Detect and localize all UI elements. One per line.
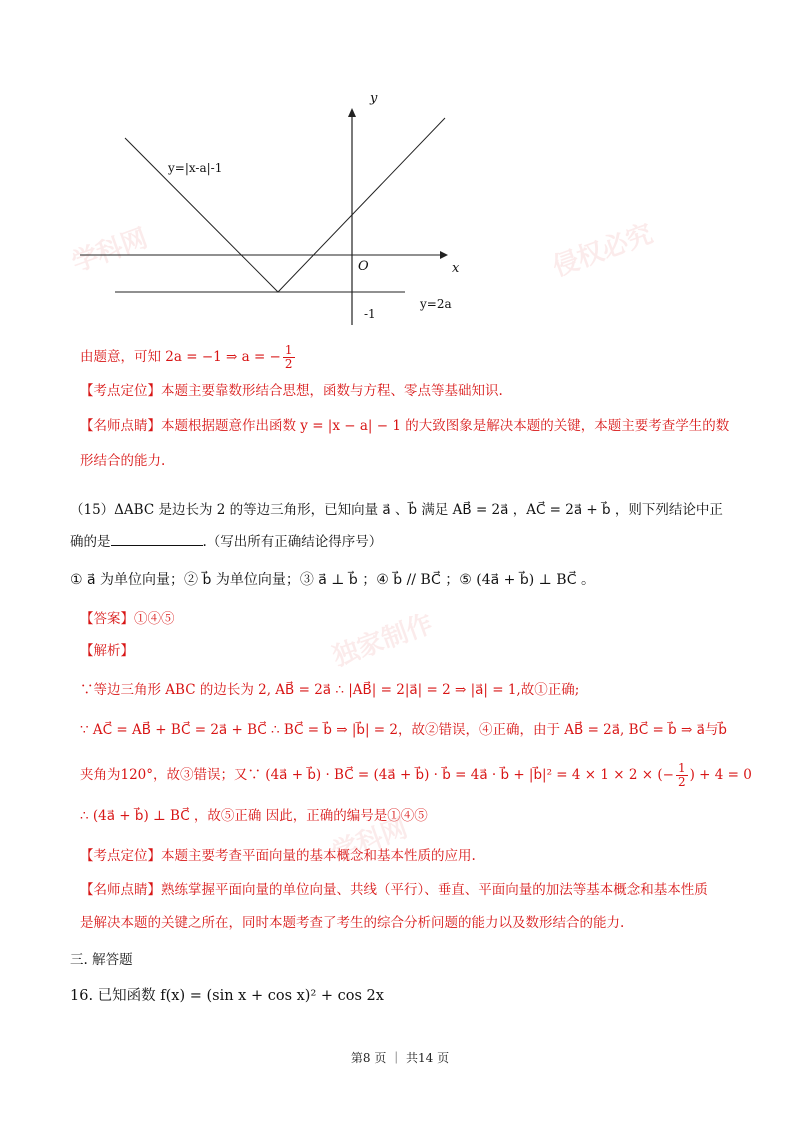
analysis-heading: 【解析】 (80, 643, 134, 659)
watermark: 侵权必究 (548, 218, 657, 283)
hline-label: y=2a (420, 297, 452, 311)
answer-blank (111, 531, 203, 546)
fraction: $\frac{1}{2}$ (284, 343, 293, 371)
question-15-cont: 确的是 .（写出所有正确结论得序号） (70, 531, 382, 552)
text-line: 是解决本题的关键之所在，同时本题考查了考生的综合分析问题的能力以及数形结合的能力. (80, 915, 625, 931)
curve-label: y=|x-a|-1 (168, 161, 223, 175)
watermark: 学科网 (328, 813, 412, 869)
x-axis-label: x (452, 261, 460, 276)
tick-label: -1 (364, 307, 376, 321)
page-footer: 第8 页 ｜ 共14 页 (350, 1051, 450, 1065)
section-heading: 三. 解答题 (70, 952, 133, 968)
text-line: 由题意，可知 2a = −1 ⇒ a = − $\frac{1}{2}$ (80, 343, 293, 371)
function-graph (60, 90, 480, 335)
text-line: 【名师点睛】本题根据题意作出函数 y = |x − a| − 1 的大致图象是解决本题的关键，本题主要考查学生的数 (80, 418, 730, 434)
solution-line: ∴ (4a⃗ + b⃗) ⊥ BC⃗ ，故⑤正确 因此，正确的编号是①④⑤ (80, 808, 428, 824)
question-15-options: ① a⃗ 为单位向量；② b⃗ 为单位向量；③ a⃗ ⊥ b⃗ ；④ b⃗ // BC⃗ ；⑤ (4a⃗ + b⃗) ⊥ BC⃗ 。 (70, 572, 596, 588)
question-16: 16. 已知函数 f(x) = (sin x + cos x)² + cos 2x (70, 988, 384, 1004)
text-line: 【考点定位】本题主要考查平面向量的基本概念和基本性质的应用. (80, 848, 476, 864)
question-15: （15）ΔABC 是边长为 2 的等边三角形，已知向量 a⃗ 、b⃗ 满足 AB⃗ = 2a⃗ ，AC⃗ = 2a⃗ + b⃗ ，则下列结论中正 (70, 502, 723, 518)
text-line: 形结合的能力. (80, 453, 166, 469)
origin-label: O (358, 259, 369, 274)
answer: 【答案】①④⑤ (80, 611, 175, 627)
y-axis-label: y (370, 91, 378, 106)
solution-line: ∵等边三角形 ABC 的边长为 2, AB⃗ = 2a⃗ ∴ |AB⃗| = 2|a⃗| = 2 ⇒ |a⃗| = 1,故①正确; (80, 682, 580, 698)
text-line: 【考点定位】本题主要靠数形结合思想，函数与方程、零点等基础知识. (80, 383, 503, 399)
watermark: 独家制作 (328, 608, 437, 673)
watermark: 学科网 (68, 223, 152, 279)
solution-line: ∵ AC⃗ = AB⃗ + BC⃗ = 2a⃗ + BC⃗ ∴ BC⃗ = b⃗ ⇒ |b⃗| = 2，故②错误，④正确，由于 AB⃗ = 2a⃗, BC⃗ = b⃗ ⇒ a⃗与b⃗ (80, 722, 727, 738)
text-line: 【名师点睛】熟练掌握平面向量的单位向量、共线（平行）、垂直、平面向量的加法等基本概念和基本性质 (80, 882, 708, 898)
solution-line: 夹角为120°，故③错误；又∵ (4a⃗ + b⃗) · BC⃗ = (4a⃗ + b⃗) · b⃗ = 4a⃗ · b⃗ + |b⃗|² = 4 × 1 × 2 × (− $\frac{1}{2}$ ) + 4 = 0 (80, 761, 752, 789)
fraction: $\frac{1}{2}$ (677, 761, 686, 789)
